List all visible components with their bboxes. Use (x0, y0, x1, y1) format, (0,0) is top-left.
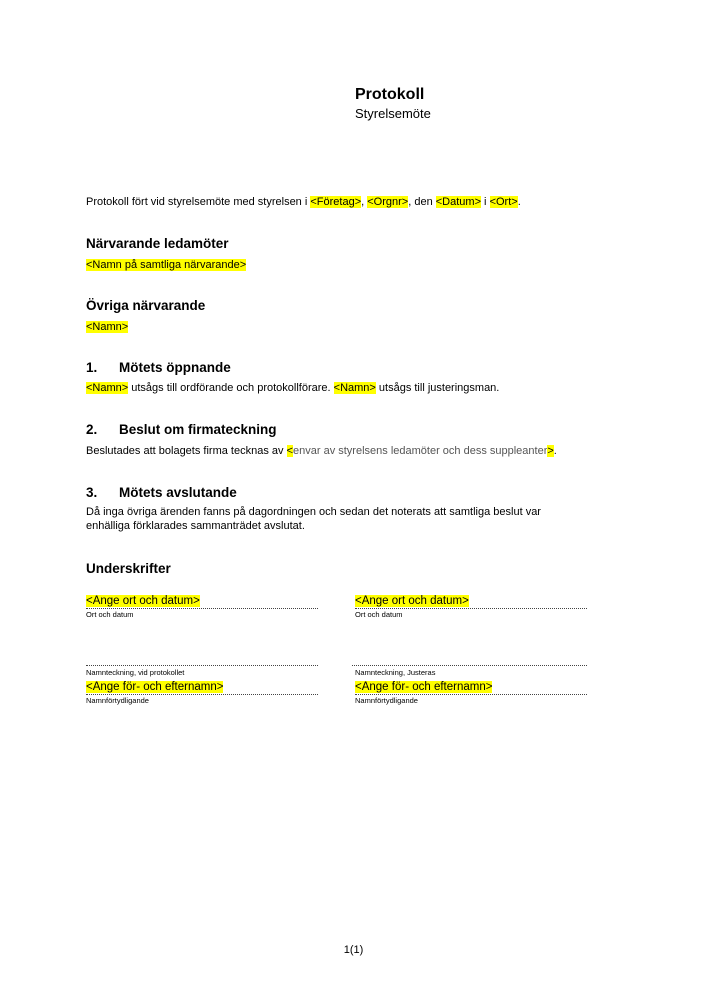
intro-separator: i (481, 196, 490, 208)
section-title: Mötets avslutande (119, 485, 237, 500)
right-name-row (355, 680, 492, 694)
left-place-date-placeholder[interactable]: <Ange ort och datum> (86, 595, 200, 607)
section-number: 2. (86, 422, 98, 437)
document-subtitle: Styrelsemöte (355, 106, 431, 121)
left-signature-caption: Namnteckning, vid protokollet (86, 668, 185, 677)
right-name-placeholder[interactable]: <Ange för- och efternamn> (355, 681, 493, 693)
present-members-heading: Närvarande ledamöter (86, 236, 229, 251)
section-2-heading (86, 422, 277, 437)
section-text-end: . (553, 445, 557, 457)
page-number: 1(1) (343, 944, 364, 956)
right-name-line (355, 694, 587, 695)
intro-paragraph (86, 195, 521, 210)
left-place-date-caption: Ort och datum (86, 610, 134, 619)
section-number: 1. (86, 360, 98, 375)
present-members-row (86, 258, 246, 273)
left-name-caption: Namnförtydligande (86, 696, 149, 705)
present-members-placeholder[interactable]: <Namn på samtliga närvarande> (86, 259, 247, 271)
section-text: utsågs till ordförande och protokollförare. (128, 382, 334, 394)
adjuster-name-placeholder[interactable]: <Namn> (333, 382, 376, 394)
chair-name-placeholder[interactable]: <Namn> (86, 382, 129, 394)
left-place-date-row (86, 594, 200, 608)
section-text: Beslutades att bolagets firma tecknas av (86, 445, 287, 457)
section-3-heading (86, 485, 237, 500)
left-name-placeholder[interactable]: <Ange för- och efternamn> (86, 681, 224, 693)
section-1-text (86, 381, 499, 396)
left-name-row (86, 680, 223, 694)
document-title: Protokoll (355, 86, 425, 103)
right-place-date-line (355, 608, 587, 609)
choice-bracket-close: > (547, 445, 554, 457)
left-name-line (86, 694, 318, 695)
right-signature-caption: Namnteckning, Justeras (355, 668, 436, 677)
signatures-heading: Underskrifter (86, 561, 171, 576)
section-2-text (86, 444, 557, 459)
orgnr-placeholder[interactable]: <Orgnr> (367, 196, 409, 208)
choice-bracket-open: < (286, 445, 293, 457)
intro-text: Protokoll fört vid styrelsemöte med styrelsen i (86, 196, 311, 208)
intro-separator: , den (408, 196, 436, 208)
intro-separator: , (361, 196, 368, 208)
section-3-line-1: Då inga övriga ärenden fanns på dagordningen och sedan det noterats att samtliga beslut var (86, 506, 541, 518)
left-place-date-line (86, 608, 318, 609)
others-present-row (86, 320, 128, 335)
section-1-heading (86, 360, 231, 375)
date-placeholder[interactable]: <Datum> (435, 196, 481, 208)
company-placeholder[interactable]: <Företag> (310, 196, 362, 208)
section-text: utsågs till justeringsman. (375, 382, 500, 394)
signatory-choice-text[interactable]: envar av styrelsens ledamöter och dess suppleanter (293, 445, 548, 457)
right-place-date-row (355, 594, 469, 608)
right-signature-line[interactable] (352, 665, 587, 666)
right-place-date-placeholder[interactable]: <Ange ort och datum> (355, 595, 469, 607)
others-present-placeholder[interactable]: <Namn> (86, 321, 129, 333)
intro-end: . (517, 196, 521, 208)
right-place-date-caption: Ort och datum (355, 610, 403, 619)
others-present-heading: Övriga närvarande (86, 298, 206, 313)
left-signature-line[interactable] (86, 665, 318, 666)
section-title: Mötets öppnande (119, 360, 231, 375)
section-title: Beslut om firmateckning (119, 422, 277, 437)
section-3-line-2: enhälliga förklarades sammanträdet avslutat. (86, 520, 305, 532)
right-name-caption: Namnförtydligande (355, 696, 418, 705)
section-number: 3. (86, 485, 98, 500)
city-placeholder[interactable]: <Ort> (489, 196, 518, 208)
